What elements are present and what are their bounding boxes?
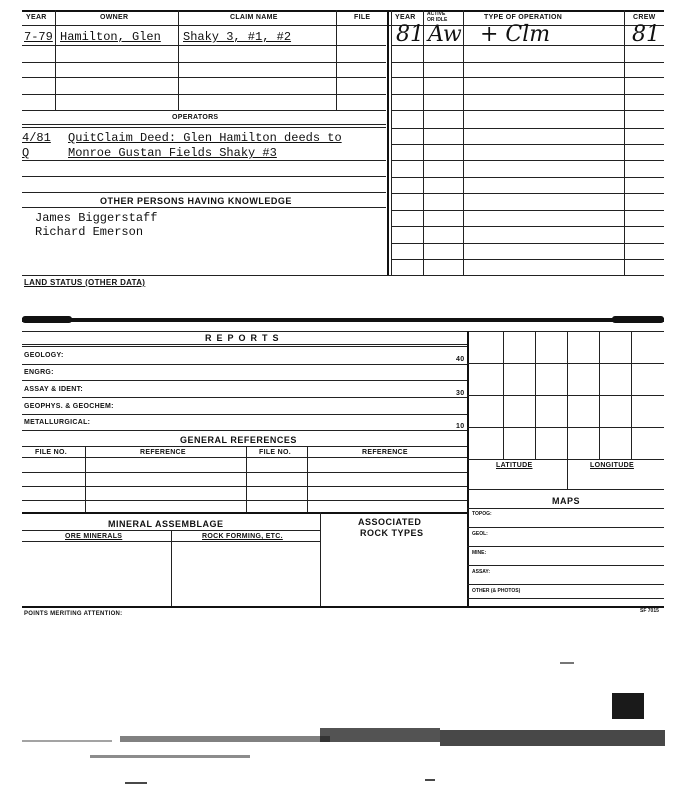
operators-line1: QuitClaim Deed: Glen Hamilton deeds to <box>68 131 342 145</box>
operators-line2: Monroe Gustan Fields Shaky #3 <box>68 146 277 160</box>
maps-assay: ASSAY: <box>472 569 491 575</box>
report-num-metallurgical: 10 <box>456 423 465 430</box>
operation-type: + Clm <box>480 22 551 47</box>
ref-col-reference-1: REFERENCE <box>140 449 186 456</box>
owner-year: 7-79 <box>24 30 53 44</box>
associated-line1: ASSOCIATED <box>358 517 422 527</box>
latitude-label: LATITUDE <box>496 462 533 469</box>
other-persons-title: OTHER PERSONS HAVING KNOWLEDGE <box>100 196 292 206</box>
ref-col-reference-2: REFERENCE <box>362 449 408 456</box>
owner-claim: Shaky 3, #1, #2 <box>183 30 292 44</box>
rock-forming-label: ROCK FORMING, ETC. <box>202 533 283 540</box>
report-label-metallurgical: METALLURGICAL: <box>24 419 91 426</box>
maps-topog: TOPOG: <box>472 511 492 517</box>
header-claim-name: CLAIM NAME <box>230 14 278 21</box>
person-name-1: James Biggerstaff <box>35 211 158 225</box>
associated-line2: ROCK TYPES <box>360 528 424 538</box>
report-label-geology: GEOLOGY: <box>24 352 64 359</box>
operators-title: OPERATORS <box>172 114 219 121</box>
mineral-assemblage-title: MINERAL ASSEMBLAGE <box>108 519 224 529</box>
ore-minerals-label: ORE MINERALS <box>65 533 123 540</box>
person-name-2: Richard Emerson <box>35 225 144 239</box>
reports-title: REPORTS <box>205 333 284 343</box>
report-label-geophys: GEOPHYS. & GEOCHEM: <box>24 403 114 410</box>
header-active-idle-2: OR IDLE <box>427 17 448 23</box>
ref-col-file-1: FILE NO. <box>35 449 67 456</box>
operators-prefix: Q <box>22 146 30 160</box>
report-num-assay: 30 <box>456 390 465 397</box>
header-type-of-operation: TYPE OF OPERATION <box>484 14 563 21</box>
operators-date: 4/81 <box>22 131 51 145</box>
owner-name: Hamilton, Glen <box>60 30 161 44</box>
report-label-engrg: ENGRG: <box>24 369 54 376</box>
header-owner: OWNER <box>100 14 129 21</box>
header-crew: CREW <box>633 14 656 21</box>
report-label-assay: ASSAY & IDENT: <box>24 386 84 393</box>
maps-other: OTHER (& PHOTOS) <box>472 588 521 594</box>
operation-year: 81 <box>396 22 424 47</box>
form-code: SF 7015 <box>640 608 659 614</box>
maps-geol: GEOL: <box>472 531 488 537</box>
report-num-geology: 40 <box>456 356 465 363</box>
header-file: FILE <box>354 14 371 21</box>
general-references-title: GENERAL REFERENCES <box>180 435 297 445</box>
separator-bar <box>22 318 664 322</box>
maps-mine: MINE: <box>472 550 487 556</box>
land-status-label: LAND STATUS (OTHER DATA) <box>24 278 146 287</box>
header-active-idle-1: ACTIVE <box>427 11 446 17</box>
operation-crew: 81 <box>632 22 660 47</box>
separator-bar-left-blob <box>22 316 72 323</box>
operation-active: Aw <box>428 22 462 47</box>
longitude-label: LONGITUDE <box>590 462 634 469</box>
ref-col-file-2: FILE NO. <box>259 449 291 456</box>
header-year-right: YEAR <box>395 14 416 21</box>
separator-bar-right-blob <box>612 316 664 323</box>
points-meriting-attention: POINTS MERITING ATTENTION: <box>24 611 123 617</box>
maps-title: MAPS <box>552 496 581 506</box>
header-year: YEAR <box>26 14 47 21</box>
